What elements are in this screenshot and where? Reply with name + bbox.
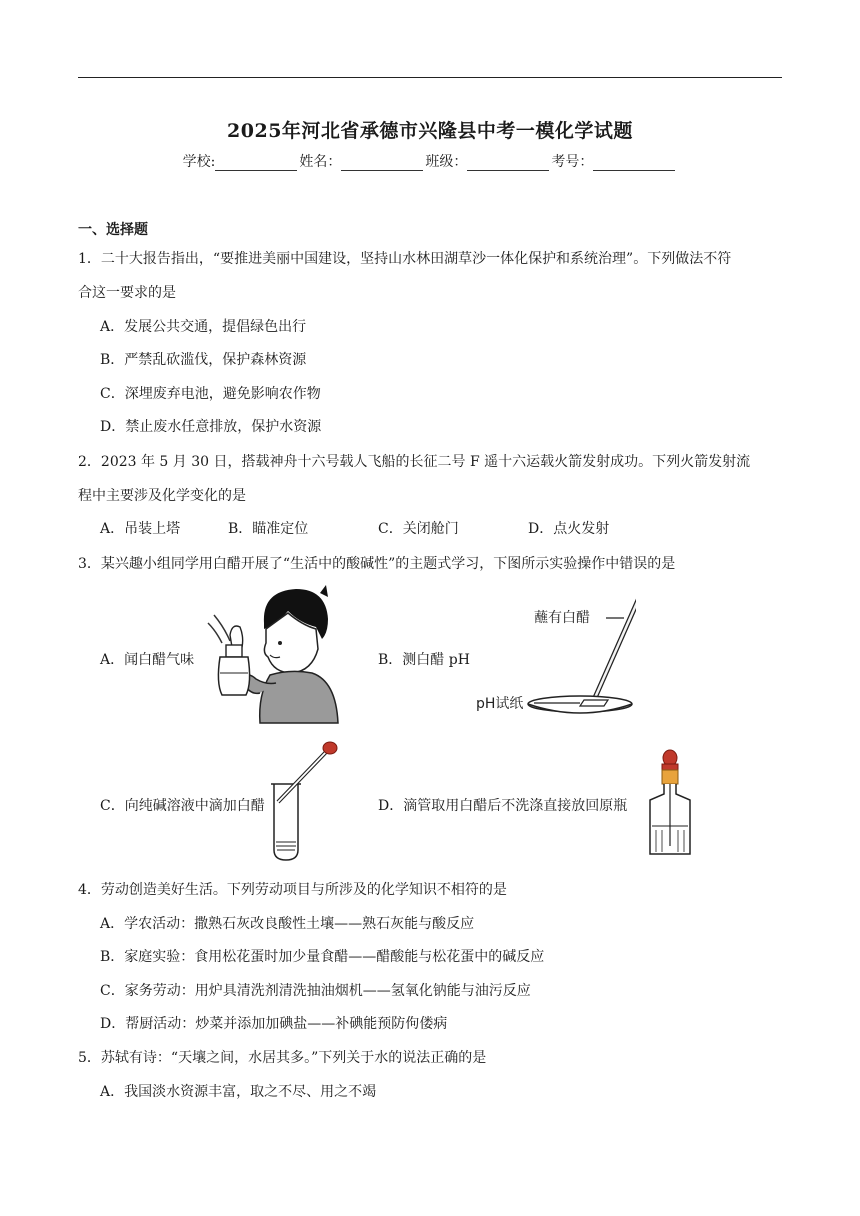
q2-option-a: A．吊装上塔 <box>100 521 181 537</box>
section-title: 一、选择题 <box>78 222 148 238</box>
class-label: 班级： <box>425 154 468 170</box>
paper-label: pH试纸 <box>476 696 524 712</box>
q1-stem-line2: 合这一要求的是 <box>78 285 176 301</box>
top-rule <box>78 77 782 78</box>
q5-stem: 5．苏轼有诗：“天壤之间，水居其多。”下列关于水的说法正确的是 <box>78 1050 487 1066</box>
q1-option-a: A．发展公共交通，提倡绿色出行 <box>100 319 307 335</box>
school-label: 学校: <box>182 154 216 170</box>
name-blank[interactable] <box>341 155 423 171</box>
class-blank[interactable] <box>467 155 549 171</box>
q4-stem: 4．劳动创造美好生活。下列劳动项目与所涉及的化学知识不相符的是 <box>78 882 507 898</box>
q2-option-c: C．关闭舱门 <box>378 521 459 537</box>
ph-test-figure <box>476 590 636 720</box>
q2-stem-line2: 程中主要涉及化学变化的是 <box>78 488 246 504</box>
smell-vinegar-figure <box>200 583 345 725</box>
q4-option-c: C．家务劳动：用炉具清洗剂清洗抽油烟机——氢氧化钠能与油污反应 <box>100 983 531 999</box>
name-label: 姓名： <box>299 154 342 170</box>
q1-option-c: C．深埋废弃电池，避免影响农作物 <box>100 386 321 402</box>
q4-option-a: A．学农活动：撒熟石灰改良酸性土壤——熟石灰能与酸反应 <box>100 916 475 932</box>
dropper-bottle-figure <box>640 748 700 860</box>
number-label: 考号： <box>551 154 594 170</box>
q4-option-d: D．帮厨活动：炒菜并添加加碘盐——补碘能预防佝偻病 <box>100 1016 448 1032</box>
q1-option-b: B．严禁乱砍滥伐，保护森林资源 <box>100 352 307 368</box>
q5-option-a: A．我国淡水资源丰富，取之不尽、用之不竭 <box>100 1084 377 1100</box>
school-blank[interactable] <box>215 155 297 171</box>
q1-stem-line1: 1．二十大报告指出，“要推进美丽中国建设，坚持山水林田湖草沙一体化保护和系统治理”。下列做法不符 <box>78 251 732 267</box>
q2-option-d: D．点火发射 <box>528 521 610 537</box>
q3-option-b: B．测白醋 pH <box>378 652 470 668</box>
q3-option-d: D．滴管取用白醋后不洗涤直接放回原瓶 <box>378 798 628 814</box>
q2-option-b: B．瞄准定位 <box>228 521 309 537</box>
q4-option-b: B．家庭实验：食用松花蛋时加少量食醋——醋酸能与松花蛋中的碱反应 <box>100 949 545 965</box>
student-info-row <box>0 151 860 171</box>
q3-option-a: A．闻白醋气味 <box>100 652 195 668</box>
number-blank[interactable] <box>593 155 675 171</box>
q3-stem: 3．某兴趣小组同学用白醋开展了“生活中的酸碱性”的主题式学习，下图所示实验操作中错误的是 <box>78 556 676 572</box>
rod-label: 蘸有白醋 <box>534 610 590 626</box>
q2-stem-line1: 2．2023 年 5 月 30 日，搭载神舟十六号载人飞船的长征二号 F 遥十六运载火箭发射成功。下列火箭发射流 <box>78 454 751 470</box>
dropper-test-tube-figure <box>246 738 338 864</box>
q1-option-d: D．禁止废水任意排放，保护水资源 <box>100 419 322 435</box>
q3-option-c: C．向纯碱溶液中滴加白醋 <box>100 798 265 814</box>
page-title: 2025年河北省承德市兴隆县中考一模化学试题 <box>227 120 633 142</box>
